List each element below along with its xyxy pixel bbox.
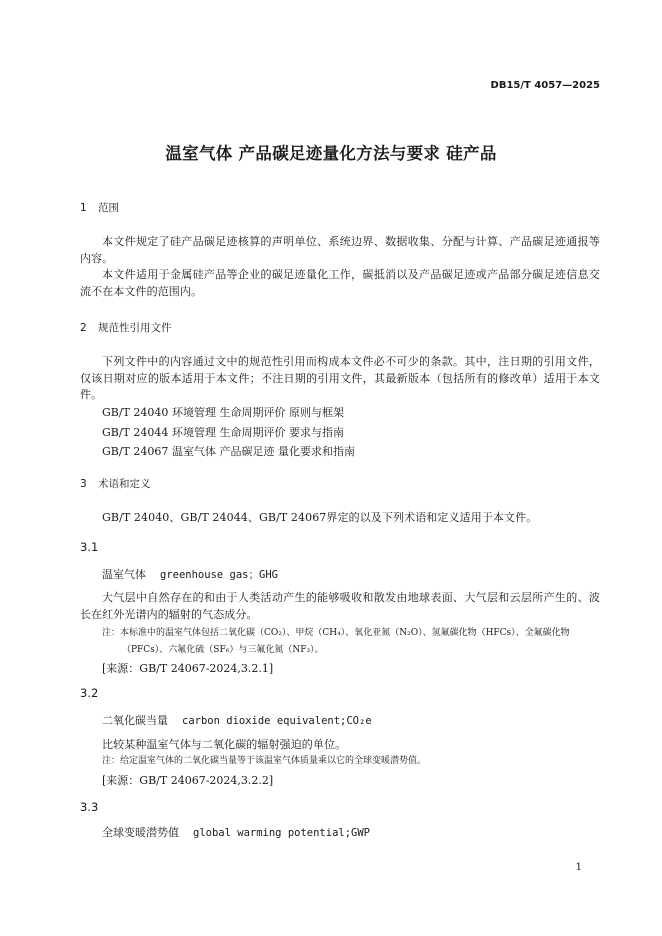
document-title: 温室气体 产品碳足迹量化方法与要求 硅产品 — [165, 144, 497, 163]
scope-paragraph-2: 本文件适用于金属硅产品等企业的碳足迹量化工作，碳抵消以及产品碳足迹或产品部分碳足迹信息交流不在本文件的范围内。 — [80, 268, 600, 298]
section-title: 术语和定义 — [98, 478, 151, 490]
term-en: greenhouse gas；GHG — [160, 569, 278, 581]
scope-paragraph-1: 本文件规定了硅产品碳足迹核算的声明单位、系统边界、数据收集、分配与计算、产品碳足迹通报等内容。 — [80, 235, 600, 265]
term-source: [来源：GB/T 24067-2024,3.2.2] — [102, 774, 274, 787]
term-source: [来源：GB/T 24067-2024,3.2.1] — [102, 662, 274, 675]
standard-number: DB15/T 4057—2025 — [490, 80, 600, 91]
term-note: 注：给定温室气体的二氧化碳当量等于该温室气体质量乘以它的全球变暖潜势值。 — [102, 756, 427, 766]
term-number: 3.3 — [80, 800, 99, 814]
reference-item — [102, 404, 344, 420]
section-number: 3 — [80, 478, 87, 490]
term-zh: 全球变暖潜势值 — [102, 826, 179, 839]
page-number: 1 — [575, 862, 582, 873]
reference-code: GB/T 24040 — [102, 406, 169, 419]
section-heading-terms — [80, 476, 151, 491]
terms-intro: GB/T 24040、GB/T 24044、GB/T 24067界定的以及下列术语和定义适用于本文件。 — [102, 511, 538, 524]
section-heading-scope — [80, 200, 119, 215]
section-number: 2 — [80, 322, 87, 334]
section-title: 规范性引用文件 — [98, 322, 172, 334]
term-en: global warming potential;GWP — [193, 827, 371, 839]
term-definition: 比较某种温室气体与二氧化碳的辐射强迫的单位。 — [102, 738, 347, 751]
reference-title: 温室气体 产品碳足迹 量化要求和指南 — [172, 445, 355, 458]
term-heading — [102, 824, 370, 840]
term-heading — [102, 712, 372, 728]
term-zh: 二氧化碳当量 — [102, 714, 168, 727]
section-heading-normative-references — [80, 320, 172, 335]
term-note-continuation: （PFCs）、六氟化硫（SF₆）与三氟化氮（NF₃）。 — [122, 645, 324, 655]
term-zh: 温室气体 — [102, 568, 146, 581]
reference-title: 环境管理 生命周期评价 要求与指南 — [172, 426, 344, 439]
term-number: 3.1 — [80, 540, 99, 554]
section-title: 范围 — [98, 202, 119, 214]
reference-item — [102, 443, 355, 459]
reference-code: GB/T 24044 — [102, 426, 169, 439]
reference-title: 环境管理 生命周期评价 原则与框架 — [172, 406, 344, 419]
reference-item — [102, 424, 344, 440]
term-note: 注：本标准中的温室气体包括二氧化碳（CO₂）、甲烷（CH₄）、氧化亚氮（N₂O）、氢氟碳化物（HFCs）、全氟碳化物 — [102, 628, 570, 638]
references-intro: 下列文件中的内容通过文中的规范性引用而构成本文件必不可少的条款。其中，注日期的引用文件，仅该日期对应的版本适用于本文件；不注日期的引用文件，其最新版本（包括所有的修改单）适用于本文件。 — [80, 355, 600, 402]
term-number: 3.2 — [80, 686, 99, 700]
section-number: 1 — [80, 202, 87, 214]
reference-code: GB/T 24067 — [102, 445, 169, 458]
term-heading — [102, 566, 278, 582]
term-en: carbon dioxide equivalent;CO₂e — [182, 715, 372, 727]
term-definition: 大气层中自然存在的和由于人类活动产生的能够吸收和散发由地球表面、大气层和云层所产生的、波长在红外光谱内的辐射的气态成分。 — [80, 591, 600, 621]
